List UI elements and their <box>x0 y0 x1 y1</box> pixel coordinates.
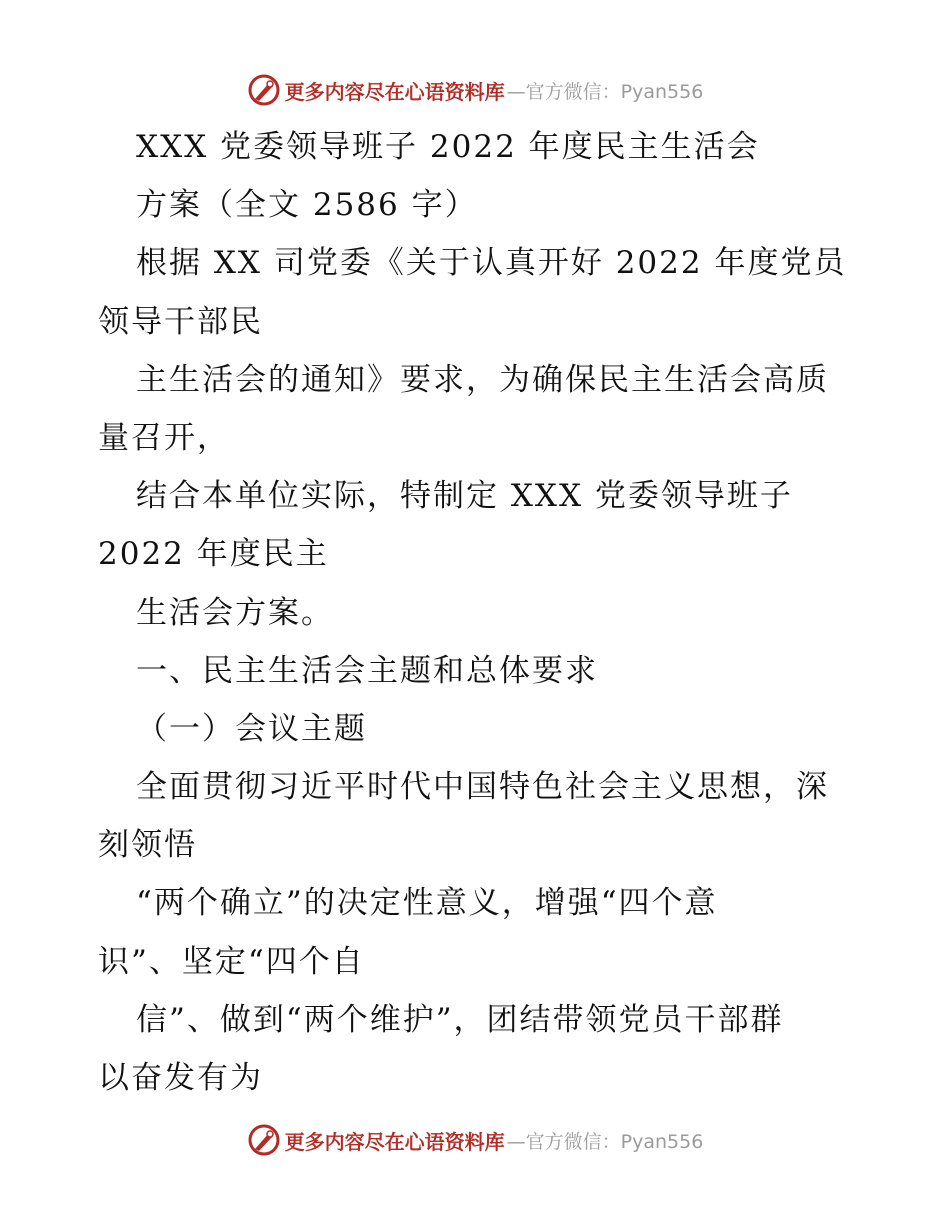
text-line: 主生活会的通知》要求，为确保民主生活会高质 <box>136 361 829 398</box>
text-line: 信”、做到“两个维护”，团结带领党员干部群 <box>136 1001 784 1038</box>
text-line: 一、民主生活会主题和总体要求 <box>136 652 598 689</box>
text-line: 全面贯彻习近平时代中国特色社会主义思想，深 <box>136 769 829 806</box>
text-line: 刻领悟 <box>98 827 197 864</box>
text-line: 根据 XX 司党委《关于认真开好 2022 年度党员 <box>136 245 847 282</box>
text-line: 以奋发有为 <box>98 1060 263 1096</box>
watermark-text: 更多内容尽在心语资料库 <box>284 79 505 104</box>
text-line: “两个确立”的决定性意义，增强“四个意 <box>136 885 718 922</box>
watermark-header <box>0 70 950 110</box>
watermark-text: 更多内容尽在心语资料库 <box>284 1129 505 1154</box>
text-line: XXX 党委领导班子 2022 年度民主生活会 <box>136 129 760 165</box>
pen-logo-icon <box>247 1123 281 1157</box>
document-body <box>98 118 858 1107</box>
text-line: 结合本单位实际，特制定 XXX 党委领导班子 <box>136 478 793 515</box>
text-line: 量召开， <box>98 419 230 456</box>
text-line: 领导干部民 <box>98 303 263 340</box>
watermark-footer <box>0 1120 950 1160</box>
text-line: 方案（全文 2586 字） <box>136 187 478 224</box>
text-line: 2022 年度民主 <box>98 536 329 573</box>
watermark-contact: —官方微信：Pyan556 <box>506 1130 704 1153</box>
watermark-contact: —官方微信：Pyan556 <box>506 80 704 103</box>
text-line: 识”、坚定“四个自 <box>98 943 365 980</box>
text-line: 生活会方案。 <box>136 594 334 631</box>
text-line: （一）会议主题 <box>136 710 367 747</box>
pen-logo-icon <box>247 73 281 107</box>
